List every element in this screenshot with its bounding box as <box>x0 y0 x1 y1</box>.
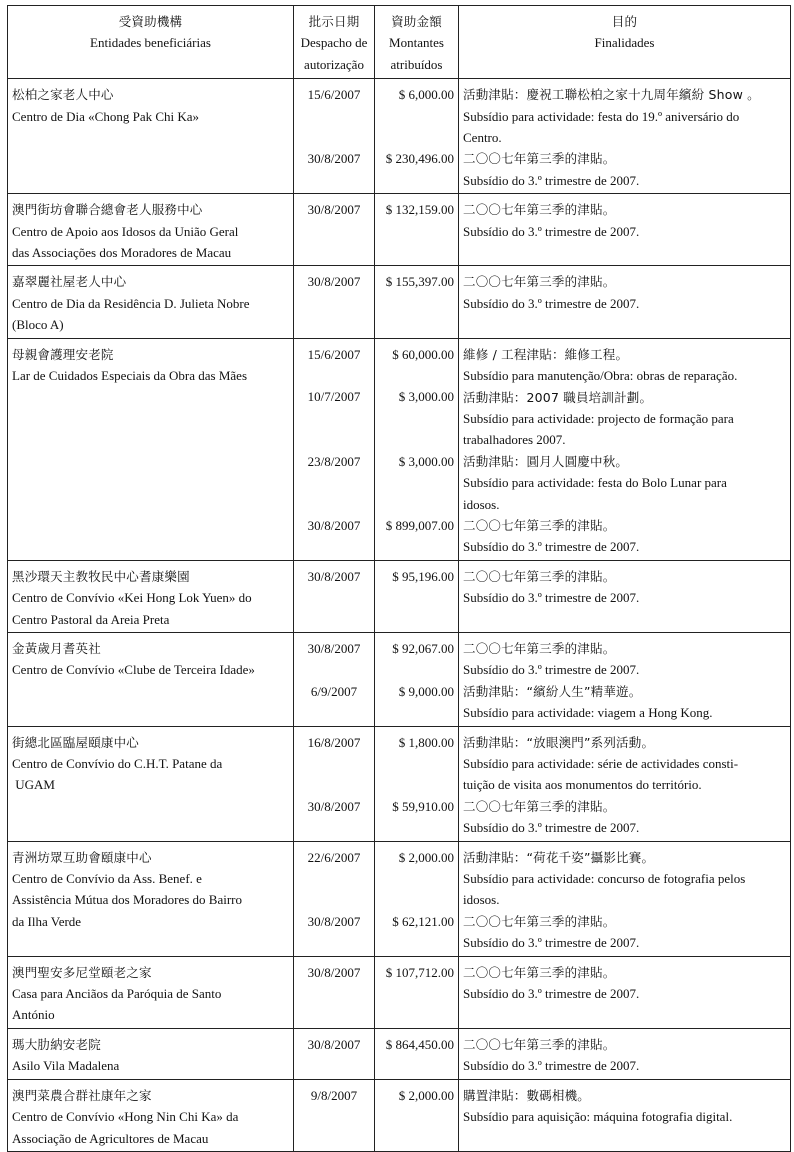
purpose-zh: 購置津貼：數碼相機。 <box>463 1087 591 1103</box>
grant-date: 30/8/2007 <box>307 151 361 167</box>
entity-name-zh: 瑪大肋納安老院 <box>12 1036 101 1052</box>
purpose-pt: Subsídio do 3.º trimestre de 2007. <box>463 935 640 951</box>
purpose-zh: 活動津貼：“繽紛人生”精華遊。 <box>463 683 642 699</box>
purpose-zh: 二〇〇七年第三季的津貼。 <box>463 913 616 929</box>
header-amount-pt: atribuídos <box>390 56 443 72</box>
entity-name-pt: UGAM <box>12 777 55 793</box>
entity-cell <box>8 194 294 266</box>
table-row <box>8 79 791 194</box>
grant-date: 30/8/2007 <box>307 274 361 290</box>
purpose-pt: Subsídio do 3.º trimestre de 2007. <box>463 662 640 678</box>
grant-amount: $ 60,000.00 <box>392 346 454 362</box>
grant-amount: $ 9,000.00 <box>398 683 454 699</box>
grant-date: 6/9/2007 <box>310 683 358 699</box>
entity-name-pt: Lar de Cuidados Especiais da Obra das Mães <box>12 368 248 384</box>
purpose-zh: 二〇〇七年第三季的津貼。 <box>463 1036 616 1052</box>
header-date-pt: autorização <box>304 56 364 72</box>
grants-table <box>7 5 791 1152</box>
entity-name-zh: 金黃歲月耆英社 <box>12 640 101 656</box>
grant-amount: $ 132,159.00 <box>385 202 454 218</box>
date-cell <box>294 632 375 726</box>
grant-date: 30/8/2007 <box>307 640 361 656</box>
purpose-zh: 活動津貼：“荷花千姿”攝影比賽。 <box>463 849 655 865</box>
grant-amount: $ 2,000.00 <box>398 1087 454 1103</box>
amount-cell <box>375 338 459 560</box>
purpose-cell <box>459 560 791 632</box>
header-date-pt: Despacho de <box>300 35 368 51</box>
purpose-zh: 二〇〇七年第三季的津貼。 <box>463 640 616 656</box>
date-cell <box>294 956 375 1028</box>
grant-date: 30/8/2007 <box>307 964 361 980</box>
purpose-pt: Subsídio do 3.º trimestre de 2007. <box>463 295 640 311</box>
header-date-zh: 批示日期 <box>308 14 360 29</box>
purpose-pt: Subsídio do 3.º trimestre de 2007. <box>463 986 640 1002</box>
date-cell <box>294 726 375 841</box>
purpose-cell <box>459 632 791 726</box>
purpose-pt: Subsídio para actividade: projecto de formação para <box>463 410 734 426</box>
grant-date: 22/6/2007 <box>307 849 361 865</box>
entity-name-zh: 松柏之家老人中心 <box>12 87 114 103</box>
amount-cell <box>375 726 459 841</box>
entity-name-zh: 澳門街坊會聯合總會老人服務中心 <box>12 202 203 218</box>
entity-cell <box>8 79 294 194</box>
purpose-zh: 二〇〇七年第三季的津貼。 <box>463 798 616 814</box>
entity-name-zh: 母親會護理安老院 <box>12 346 114 362</box>
amount-cell <box>375 632 459 726</box>
purpose-zh: 二〇〇七年第三季的津貼。 <box>463 568 616 584</box>
header-purpose <box>459 6 791 79</box>
purpose-zh: 活動津貼：慶祝工聯松柏之家十九周年繽紛 Show 。 <box>463 87 760 103</box>
entity-name-pt: das Associações dos Moradores de Macau <box>12 245 232 261</box>
purpose-pt: Subsídio para actividade: festa do Bolo Lunar para <box>463 475 727 491</box>
grant-amount: $ 62,121.00 <box>392 913 454 929</box>
purpose-zh: 活動津貼：2007 職員培訓計劃。 <box>463 389 653 405</box>
entity-name-pt: Centro de Dia «Chong Pak Chi Ka» <box>12 108 200 124</box>
grant-date: 15/6/2007 <box>307 346 361 362</box>
entity-cell <box>8 726 294 841</box>
table-row <box>8 1028 791 1079</box>
date-cell <box>294 194 375 266</box>
purpose-zh: 二〇〇七年第三季的津貼。 <box>463 517 616 533</box>
amount-cell <box>375 560 459 632</box>
purpose-zh: 二〇〇七年第三季的津貼。 <box>463 274 616 290</box>
amount-cell <box>375 1079 459 1151</box>
amount-cell <box>375 79 459 194</box>
grant-amount: $ 3,000.00 <box>398 389 454 405</box>
purpose-pt: Subsídio para actividade: viagem a Hong Kong. <box>463 705 713 721</box>
grant-amount: $ 92,067.00 <box>392 640 454 656</box>
header-date <box>294 6 375 79</box>
entity-cell <box>8 1079 294 1151</box>
entity-name-pt: (Bloco A) <box>12 317 64 333</box>
table-row <box>8 338 791 560</box>
header-entity <box>8 6 294 79</box>
amount-cell <box>375 841 459 956</box>
purpose-zh: 二〇〇七年第三季的津貼。 <box>463 202 616 218</box>
grant-amount: $ 3,000.00 <box>398 453 454 469</box>
entity-name-zh: 青洲坊眾互助會頤康中心 <box>12 849 152 865</box>
header-amount-zh: 資助金額 <box>391 14 442 29</box>
purpose-pt: Subsídio do 3.º trimestre de 2007. <box>463 1058 640 1074</box>
entity-cell <box>8 560 294 632</box>
grant-amount: $ 230,496.00 <box>385 151 454 167</box>
purpose-pt: idosos. <box>463 892 500 908</box>
grant-date: 10/7/2007 <box>307 389 361 405</box>
entity-name-pt: António <box>12 1007 55 1023</box>
grant-date: 30/8/2007 <box>307 798 361 814</box>
entity-cell <box>8 266 294 338</box>
table-row <box>8 194 791 266</box>
header-entity-zh: 受資助機構 <box>118 14 183 29</box>
purpose-pt: Subsídio para actividade: festa do 19.º aniversário do <box>463 108 740 124</box>
date-cell <box>294 266 375 338</box>
entity-name-zh: 澳門聖安多尼堂頤老之家 <box>12 964 152 980</box>
entity-cell <box>8 841 294 956</box>
grant-amount: $ 59,910.00 <box>392 798 454 814</box>
entity-name-pt: Centro de Convívio da Ass. Benef. e <box>12 871 202 887</box>
purpose-zh: 二〇〇七年第三季的津貼。 <box>463 964 616 980</box>
entity-name-pt: Assistência Mútua dos Moradores do Bairro <box>12 892 242 908</box>
date-cell <box>294 560 375 632</box>
entity-name-zh: 黑沙環天主教牧民中心耆康樂園 <box>12 568 190 584</box>
amount-cell <box>375 266 459 338</box>
purpose-cell <box>459 338 791 560</box>
purpose-cell <box>459 194 791 266</box>
purpose-zh: 二〇〇七年第三季的津貼。 <box>463 151 616 167</box>
date-cell <box>294 1028 375 1079</box>
amount-cell <box>375 194 459 266</box>
grant-date: 15/6/2007 <box>307 87 361 103</box>
grant-amount: $ 1,800.00 <box>398 734 454 750</box>
entity-name-pt: Centro de Apoio aos Idosos da União Geral <box>12 223 239 239</box>
date-cell <box>294 338 375 560</box>
grant-amount: $ 2,000.00 <box>398 849 454 865</box>
table-row <box>8 841 791 956</box>
grant-amount: $ 6,000.00 <box>398 87 454 103</box>
grant-amount: $ 864,450.00 <box>385 1036 454 1052</box>
purpose-pt: Subsídio do 3.º trimestre de 2007. <box>463 172 640 188</box>
table-row <box>8 1079 791 1151</box>
grant-amount: $ 155,397.00 <box>385 274 454 290</box>
purpose-pt: Subsídio do 3.º trimestre de 2007. <box>463 590 640 606</box>
entity-name-pt: Centro Pastoral da Areia Preta <box>12 611 170 627</box>
purpose-cell <box>459 1028 791 1079</box>
entity-name-pt: Associação de Agricultores de Macau <box>12 1130 209 1146</box>
header-purpose-zh: 目的 <box>611 14 638 29</box>
table-row <box>8 956 791 1028</box>
entity-name-pt: Centro de Convívio «Kei Hong Lok Yuen» do <box>12 590 252 606</box>
grant-date: 9/8/2007 <box>310 1087 358 1103</box>
grant-amount: $ 95,196.00 <box>392 568 454 584</box>
purpose-pt: tuição de visita aos monumentos do território. <box>463 777 702 793</box>
purpose-pt: Subsídio do 3.º trimestre de 2007. <box>463 223 640 239</box>
grant-date: 30/8/2007 <box>307 568 361 584</box>
table-row <box>8 266 791 338</box>
entity-name-zh: 嘉翠麗社屋老人中心 <box>12 274 127 290</box>
entity-name-pt: Centro de Convívio «Clube de Terceira Idade» <box>12 662 255 678</box>
header-row <box>8 6 791 79</box>
amount-cell <box>375 1028 459 1079</box>
purpose-pt: Subsídio do 3.º trimestre de 2007. <box>463 820 640 836</box>
date-cell <box>294 841 375 956</box>
grant-amount: $ 899,007.00 <box>385 517 454 533</box>
entity-name-pt: Centro de Convívio «Hong Nin Chi Ka» da <box>12 1109 239 1125</box>
header-amount-pt: Montantes <box>389 35 444 51</box>
grant-date: 30/8/2007 <box>307 1036 361 1052</box>
date-cell <box>294 1079 375 1151</box>
purpose-pt: Centro. <box>463 130 502 146</box>
purpose-cell <box>459 841 791 956</box>
entity-cell <box>8 338 294 560</box>
grant-date: 16/8/2007 <box>307 734 361 750</box>
entity-name-pt: Asilo Vila Madalena <box>12 1058 120 1074</box>
table-row <box>8 560 791 632</box>
purpose-zh: 活動津貼：“放眼澳門”系列活動。 <box>463 734 655 750</box>
purpose-pt: idosos. <box>463 496 500 512</box>
purpose-cell <box>459 726 791 841</box>
purpose-cell <box>459 79 791 194</box>
header-purpose-pt: Finalidades <box>594 35 655 51</box>
grant-date: 30/8/2007 <box>307 202 361 218</box>
purpose-cell <box>459 266 791 338</box>
purpose-pt: Subsídio para actividade: concurso de fotografia pelos <box>463 871 746 887</box>
amount-cell <box>375 956 459 1028</box>
entity-cell <box>8 1028 294 1079</box>
purpose-pt: Subsídio do 3.º trimestre de 2007. <box>463 539 640 555</box>
entity-name-pt: Centro de Dia da Residência D. Julieta Nobre <box>12 295 250 311</box>
entity-name-zh: 澳門菜農合群社康年之家 <box>12 1087 152 1103</box>
purpose-pt: trabalhadores 2007. <box>463 432 566 448</box>
grant-amount: $ 107,712.00 <box>385 964 454 980</box>
entity-name-zh: 街總北區臨屋頤康中心 <box>12 734 140 750</box>
entity-name-pt: da Ilha Verde <box>12 913 82 929</box>
purpose-pt: Subsídio para aquisição: máquina fotografia digital. <box>463 1109 733 1125</box>
purpose-cell <box>459 956 791 1028</box>
grant-date: 30/8/2007 <box>307 913 361 929</box>
entity-cell <box>8 632 294 726</box>
purpose-zh: 活動津貼：圓月人圓慶中秋。 <box>463 453 629 469</box>
date-cell <box>294 79 375 194</box>
table-row <box>8 632 791 726</box>
header-entity-pt: Entidades beneficiárias <box>90 35 211 51</box>
purpose-pt: Subsídio para actividade: série de actividades consti- <box>463 756 739 771</box>
grant-date: 30/8/2007 <box>307 517 361 533</box>
purpose-cell <box>459 1079 791 1151</box>
purpose-pt: Subsídio para manutenção/Obra: obras de reparação. <box>463 368 738 384</box>
header-amount <box>375 6 459 79</box>
grant-date: 23/8/2007 <box>307 453 361 469</box>
table-row <box>8 726 791 841</box>
entity-cell <box>8 956 294 1028</box>
purpose-zh: 維修 / 工程津貼：維修工程。 <box>463 346 629 362</box>
entity-name-pt: Centro de Convívio do C.H.T. Patane da <box>12 756 223 771</box>
entity-name-pt: Casa para Anciãos da Paróquia de Santo <box>12 986 222 1002</box>
